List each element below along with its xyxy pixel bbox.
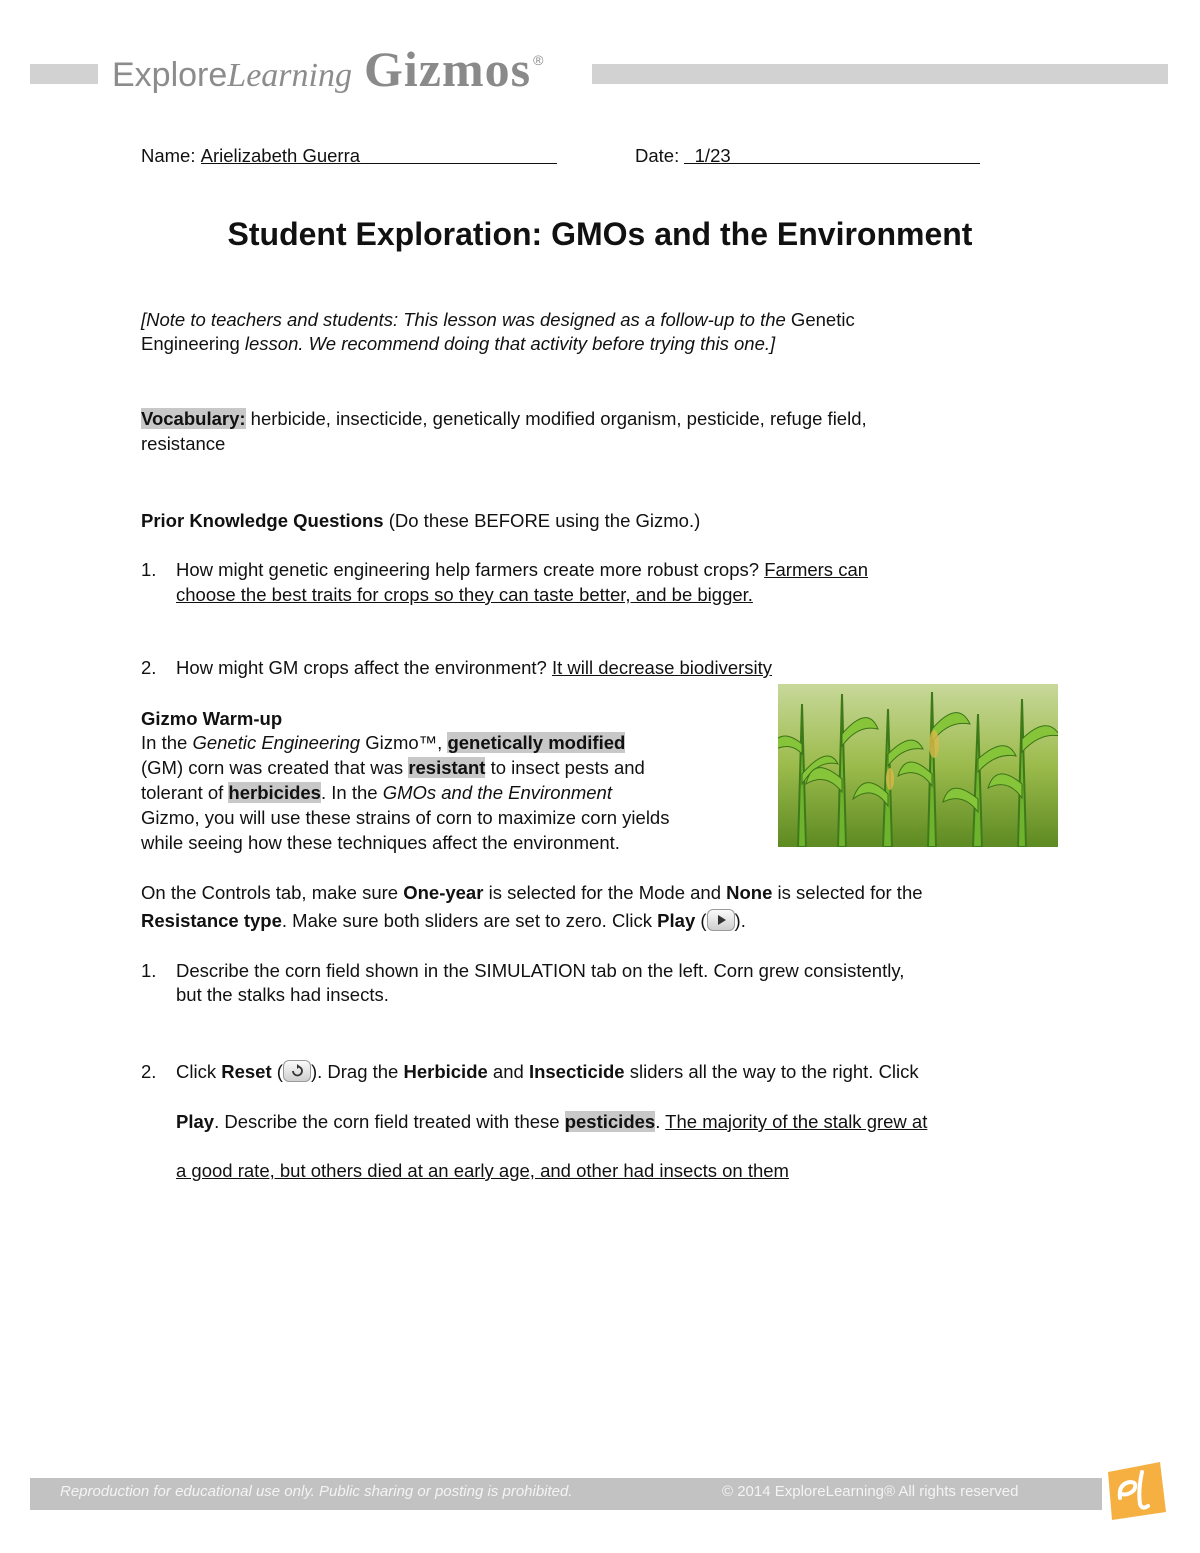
warmup-line-3: tolerant of herbicides. In the GMOs and the Environment (141, 782, 612, 803)
warmup-heading: Gizmo Warm-up (141, 708, 283, 729)
footer-copyright: © 2014 ExploreLearning® All rights reserved (722, 1483, 1019, 1500)
answer-text: choose the best traits for crops so they can taste better, and be bigger. (176, 584, 753, 605)
answer-text: Farmers can (764, 559, 869, 580)
prior-question-2: How might GM crops affect the environment? It will decrease biodiversity (176, 657, 773, 678)
prior-question-1: How might genetic engineering help farmers create more robust crops? Farmers can (176, 559, 869, 580)
date-field: Date: 1/23 (635, 143, 980, 168)
warmup-line-2: (GM) corn was created that was resistant to insect pests and (141, 757, 645, 778)
vocabulary-line-2: resistance (141, 433, 226, 454)
warmup-line-4: Gizmo, you will use these strains of corn to maximize corn yields (141, 807, 670, 828)
date-value: 1/23 (694, 145, 731, 166)
warmup-line-5: while seeing how these techniques affect the environment. (141, 832, 620, 853)
prior-answer-1-cont (176, 582, 753, 607)
question-number: 1. (141, 960, 157, 981)
vocab-highlight: pesticides (564, 1111, 656, 1132)
vocab-highlight: herbicides (228, 782, 321, 803)
answer-text: The majority of the stalk grew at (665, 1111, 928, 1132)
vocabulary-line-1: Vocabulary: herbicide, insecticide, genetically modified organism, pesticide, refuge field, (141, 408, 867, 429)
vocabulary-label: Vocabulary: (141, 408, 246, 429)
page-title: Student Exploration: GMOs and the Environment (227, 216, 973, 252)
name-value: Arielizabeth Guerra (200, 145, 361, 166)
warmup-line-1: In the Genetic Engineering Gizmo™, genetically modified (141, 732, 626, 753)
question-2-line-3 (176, 1158, 789, 1183)
name-field: Name: Arielizabeth Guerra (141, 143, 557, 168)
answer-text: It will decrease biodiversity (552, 657, 773, 678)
play-icon (707, 909, 735, 931)
note-line-2: Engineering lesson. We recommend doing that activity before trying this one.] (141, 333, 776, 354)
controls-line-2: Resistance type. Make sure both sliders are set to zero. Click Play ( ). (141, 910, 746, 931)
header-bar-left (30, 64, 98, 84)
explorelearning-gizmos-logo: Explore Learning Gizmos ® (112, 41, 544, 97)
explorelearning-el-logo (1098, 1458, 1170, 1524)
reset-icon (283, 1060, 311, 1082)
corn-field-image (778, 684, 1058, 847)
question-1-line-2: but the stalks had insects. (176, 984, 389, 1005)
answer-text: a good rate, but others died at an early age, and other had insects on them (176, 1160, 789, 1181)
question-1-line-1: Describe the corn field shown in the SIMULATION tab on the left. Corn grew consistently, (176, 960, 905, 981)
footer-disclaimer: Reproduction for educational use only. Public sharing or posting is prohibited. (60, 1483, 573, 1500)
footer-bar (30, 1478, 1102, 1510)
question-2-line-1: Click Reset ( ). Drag the Herbicide and Insecticide sliders all the way to the right. Click (176, 1061, 919, 1082)
question-2-line-2: Play. Describe the corn field treated with these pesticides. The majority of the stalk grew at (176, 1111, 928, 1132)
vocab-highlight: genetically modified (447, 732, 626, 753)
note-line-1: [Note to teachers and students: This lesson was designed as a follow-up to the Genetic (141, 309, 855, 330)
prior-knowledge-heading: Prior Knowledge Questions (Do these BEFORE using the Gizmo.) (141, 510, 701, 531)
header-bar-right (592, 64, 1168, 84)
question-number: 2. (141, 1061, 157, 1082)
vocab-highlight: resistant (408, 757, 486, 778)
question-number: 2. (141, 657, 157, 678)
controls-line-1: On the Controls tab, make sure One-year is selected for the Mode and None is selected for the (141, 882, 923, 903)
question-number: 1. (141, 559, 157, 580)
